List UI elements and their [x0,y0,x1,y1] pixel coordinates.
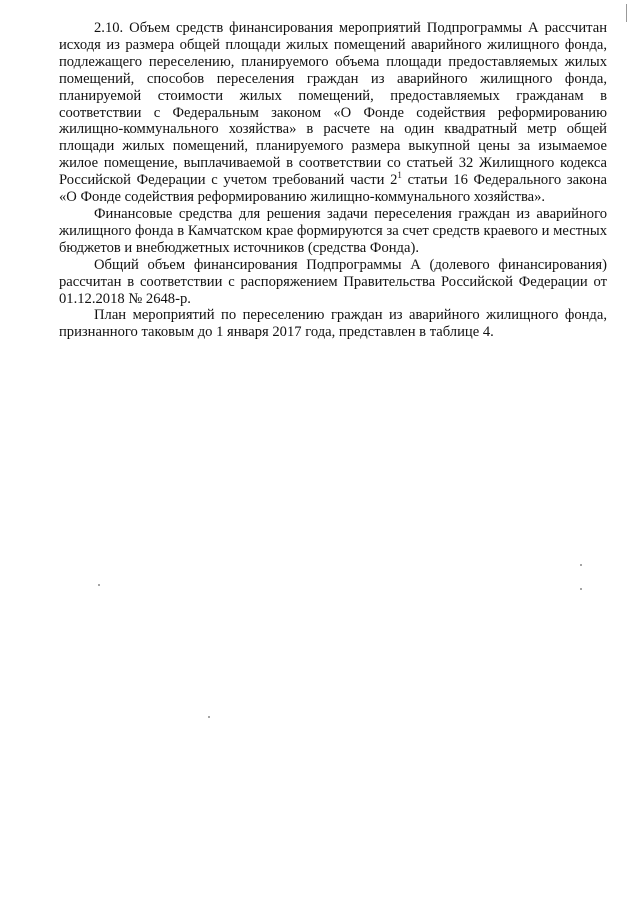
paragraph-text: 2.10. Объем средств финансирования мероприятий Подпрограммы А рассчитан исходя из размера общей площади жилых помещений аварийного жилищного фонда, подлежащего переселению, планируемого объема площади предоставляемых жилых помещений, способов переселения граждан из аварийного жилищного фонда, планируемой стоимости жилых помещений, предоставляемых гражданам в соответствии с Федеральным законом «О Фонде содействия реформированию жилищно-коммунального хозяйства» в расчете на один квадратный метр общей площади жилых помещений, планируемого размера выкупной цены за изымаемое жилое помещение, выплачиваемой в соответствии со статьей 32 Жилищного кодекса Российской Федерации с учетом требований части 2 [59,20,607,189]
paragraph-text-cont: статьи 16 Федерального закона «О Фонде содействия реформированию жилищно-коммунального хозяйства». [59,172,607,206]
paragraph-plan: План мероприятий по переселению граждан из аварийного жилищного фонда, признанного таковым до 1 января 2017 года, представлен в таблице 4. [59,307,607,341]
paragraph-total-volume: Общий объем финансирования Подпрограммы А (долевого финансирования) рассчитан в соответствии с распоряжением Правительства Российской Федерации от 01.12.2018 № 2648-р. [59,256,607,307]
paragraph-2-10 [59,20,607,206]
scan-speck [580,564,582,566]
scan-speck [580,588,582,590]
scan-artifact [626,4,627,22]
scan-speck [208,716,210,718]
document-body [59,20,607,341]
scan-speck [98,584,100,586]
superscript: 1 [397,170,402,181]
paragraph-financing-sources: Финансовые средства для решения задачи переселения граждан из аварийного жилищного фонда в Камчатском крае формируются за счет средств краевого и местных бюджетов и внебюджетных источников (средства Фонда). [59,205,607,256]
